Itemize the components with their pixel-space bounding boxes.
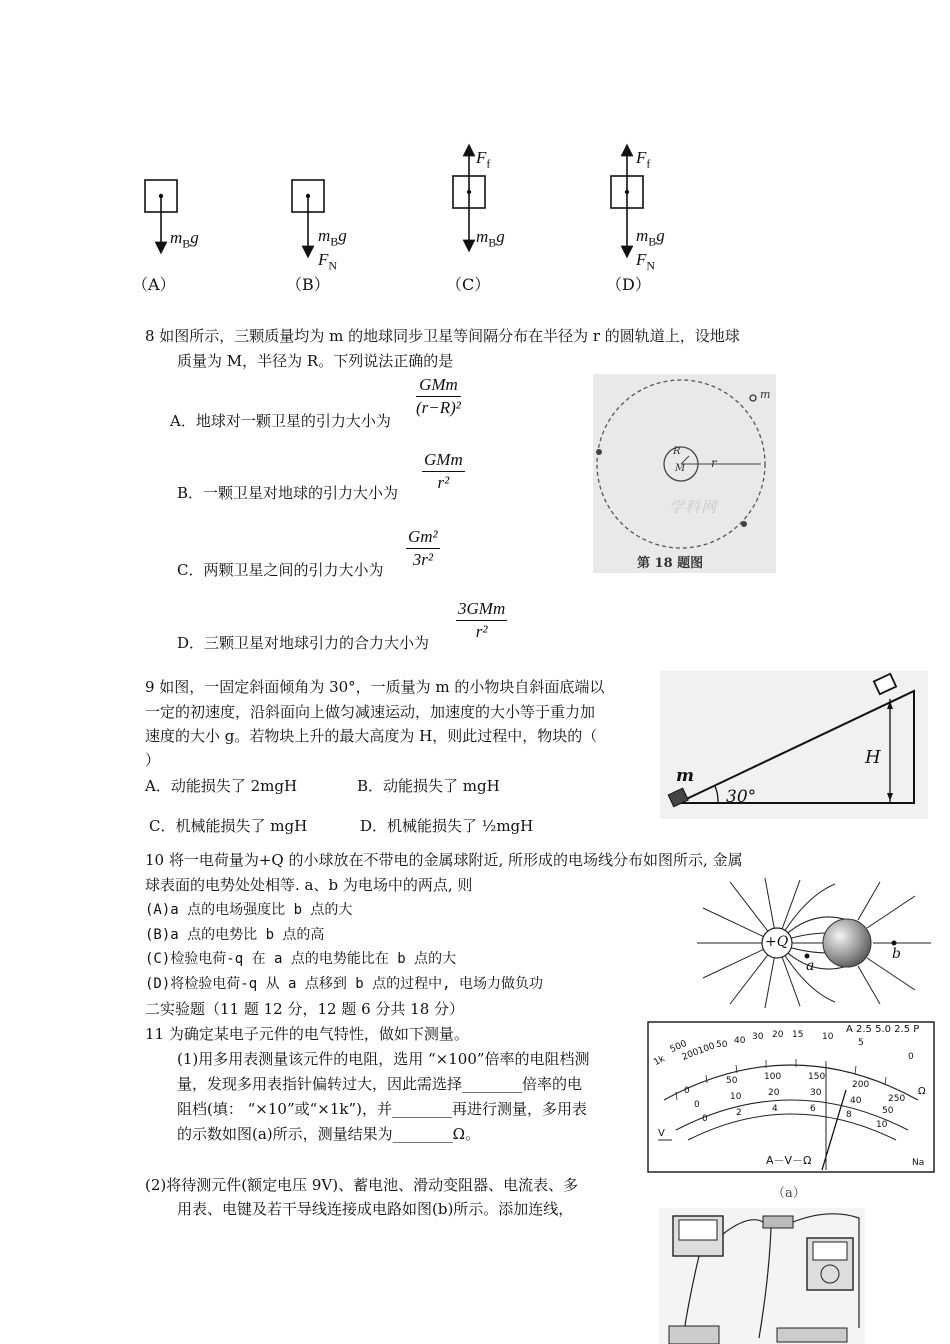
meter-mid2-50: 50 [882, 1106, 894, 1116]
orbit-label-R: R [673, 446, 681, 457]
incline-label-m: m [676, 766, 694, 786]
q9-option-b: B．动能损失了 mgH [357, 777, 500, 795]
orbit-label-M: M [675, 463, 686, 474]
field-label-a: a [806, 958, 815, 974]
meter-low-6: 6 [810, 1104, 816, 1114]
meter-low-8: 8 [846, 1110, 852, 1120]
meter-low-0: 0 [702, 1114, 708, 1124]
q9-option-a: A．动能损失了 2mgH [145, 777, 298, 795]
q8-option-c: C．两颗卫星之间的引力大小为 [177, 561, 384, 579]
meter-omega-label: Ω [918, 1086, 926, 1097]
circuit-photo-figure [659, 1208, 865, 1344]
field-lines-figure [695, 878, 935, 1008]
meter-scale-10: 10 [822, 1032, 834, 1042]
q8-frac-a: GMm (r−R)² [416, 375, 461, 417]
label-d-weight: $m_Bg$ [636, 226, 665, 249]
meter-mid2-0: 0 [694, 1100, 700, 1110]
meter-low-10: 10 [876, 1120, 888, 1130]
q11-p2-line1: (2)将待测元件(额定电压 9V)、蓄电池、滑动变阻器、电流表、多 [145, 1176, 579, 1194]
label-b-normal: $F_N$ [318, 250, 338, 273]
orbit-label-r: r [711, 456, 717, 470]
meter-mid-250: 250 [888, 1094, 906, 1104]
q11-p1-line4: 的示数如图(a)所示，测量结果为________Ω。 [177, 1125, 481, 1143]
meter-scale-50: 50 [716, 1040, 728, 1050]
q9-option-d: D．机械能损失了 ½mgH [360, 817, 534, 835]
watermark-logo: 学科网 [669, 498, 718, 516]
q9-option-c: C．机械能损失了 mgH [149, 817, 308, 835]
field-label-Q: +Q [765, 934, 789, 950]
label-a-weight: $m_Bg$ [170, 228, 199, 251]
q8-line1: 8 如图所示，三颗质量均为 m 的地球同步卫星等间隔分布在半径为 r 的圆轨道上，设地球 [145, 327, 740, 345]
caption-c: （C） [446, 275, 491, 294]
multimeter-dial-figure [646, 1020, 936, 1200]
q8-option-b: B．一颗卫星对地球的引力大小为 [177, 484, 399, 502]
q8-line2: 质量为 M，半径为 R。下列说法正确的是 [177, 352, 454, 370]
meter-scale-1k: 1k [652, 1054, 667, 1068]
q11-p1-line1: (1)用多用表测量该元件的电阻，选用 “×100”倍率的电阻档测 [177, 1050, 590, 1068]
meter-mid2-20: 20 [768, 1088, 780, 1098]
meter-top-right-label: A 2.5 5.0 2.5 P [846, 1024, 920, 1035]
caption-a: （A） [132, 275, 176, 294]
meter-scale-100: 100 [696, 1041, 717, 1057]
q8-frac-c: $\frac{\text{Gm²}}{\text{3r²}}$ [408, 527, 438, 569]
q11-p2-line2: 用表、电键及若干导线连接成电路如图(b)所示。添加连线， [177, 1200, 574, 1218]
meter-scale-30: 30 [752, 1032, 764, 1042]
incline-figure [660, 671, 928, 819]
q9-line1: 9 如图，一固定斜面倾角为 30°，一质量为 m 的小物块自斜面底端以 [145, 678, 605, 696]
q10-option-a: (A)a 点的电场强度比 b 点的大 [145, 902, 353, 918]
meter-scale-40: 40 [734, 1036, 746, 1046]
label-d-normal: $F_N$ [636, 250, 656, 273]
q10-option-d: (D)将检验电荷-q 从 a 点移到 b 点的过程中, 电场力做负功 [145, 976, 544, 992]
orbit-caption: 第 18 题图 [637, 556, 704, 571]
meter-mid2-10: 10 [730, 1092, 742, 1102]
q11-line1: 11 为确定某电子元件的电气特性，做如下测量。 [145, 1025, 469, 1043]
meter-scale-0: 0 [908, 1052, 914, 1062]
incline-label-angle: 30° [726, 787, 757, 807]
meter-scale-20: 20 [772, 1030, 784, 1040]
meter-mid-150: 150 [808, 1072, 826, 1082]
field-label-b: b [892, 946, 901, 962]
label-b-weight: $m_Bg$ [318, 226, 347, 249]
label-c-friction: $F_f$ [476, 148, 491, 171]
q8-frac-d: 3GMm r² [458, 599, 506, 641]
q10-line2: 球表面的电势处处相等. a、b 为电场中的两点, 则 [145, 876, 473, 894]
meter-low-4: 4 [772, 1104, 778, 1114]
meter-scale-5: 5 [858, 1038, 864, 1048]
q11-p1-line2: 量，发现多用表指针偏转过大，因此需选择________倍率的电 [177, 1075, 583, 1093]
meter-mid2-40: 40 [850, 1096, 862, 1106]
meter-scale-15: 15 [792, 1030, 804, 1040]
incline-label-H: H [865, 747, 881, 768]
q10-line1: 10 将一电荷量为+Q 的小球放在不带电的金属球附近, 所形成的电场线分布如图所示, 金属 [145, 851, 743, 869]
q9-line4: ） [145, 751, 161, 769]
meter-mid-200: 200 [852, 1080, 870, 1090]
meter-caption: （a） [772, 1186, 806, 1201]
meter-mid-0: 0 [684, 1086, 690, 1096]
meter-bottom-label: A－V－Ω [766, 1154, 812, 1167]
meter-scale-200: 200 [680, 1047, 701, 1063]
caption-b: （B） [286, 275, 330, 294]
q11-p1-line3: 阻档(填： “×10”或“×1k”)，并________再进行测量，多用表 [177, 1100, 588, 1118]
meter-scale-500: 500 [668, 1038, 689, 1056]
caption-d: （D） [606, 275, 651, 294]
q9-line2: 一定的初速度，沿斜面向上做匀减速运动，加速度的大小等于重力加 [145, 703, 596, 721]
meter-corner-label: Na [912, 1158, 925, 1168]
q9-line3: 速度的大小 g。若物块上升的最大高度为 H，则此过程中，物块的（ [145, 727, 598, 745]
meter-low-2: 2 [736, 1108, 742, 1118]
meter-v-label: V [658, 1128, 665, 1139]
q10-option-b: (B)a 点的电势比 b 点的高 [145, 927, 325, 943]
label-c-weight: $m_Bg$ [476, 227, 505, 250]
satellite-orbit-figure [593, 374, 776, 573]
meter-mid2-30: 30 [810, 1088, 822, 1098]
q8-frac-b: GMm r² [424, 450, 463, 492]
q10-option-c: (C)检验电荷-q 在 a 点的电势能比在 b 点的大 [145, 951, 457, 967]
label-d-friction: $F_f$ [636, 148, 651, 171]
meter-mid-100: 100 [764, 1072, 782, 1082]
q8-option-a: A．地球对一颗卫星的引力大小为 [170, 412, 391, 430]
section2-heading: 二实验题（11 题 12 分，12 题 6 分共 18 分） [145, 1000, 465, 1018]
meter-mid-50: 50 [726, 1076, 738, 1086]
q8-option-d: D．三颗卫星对地球引力的合力大小为 [177, 634, 430, 652]
orbit-label-m: m [760, 388, 771, 401]
